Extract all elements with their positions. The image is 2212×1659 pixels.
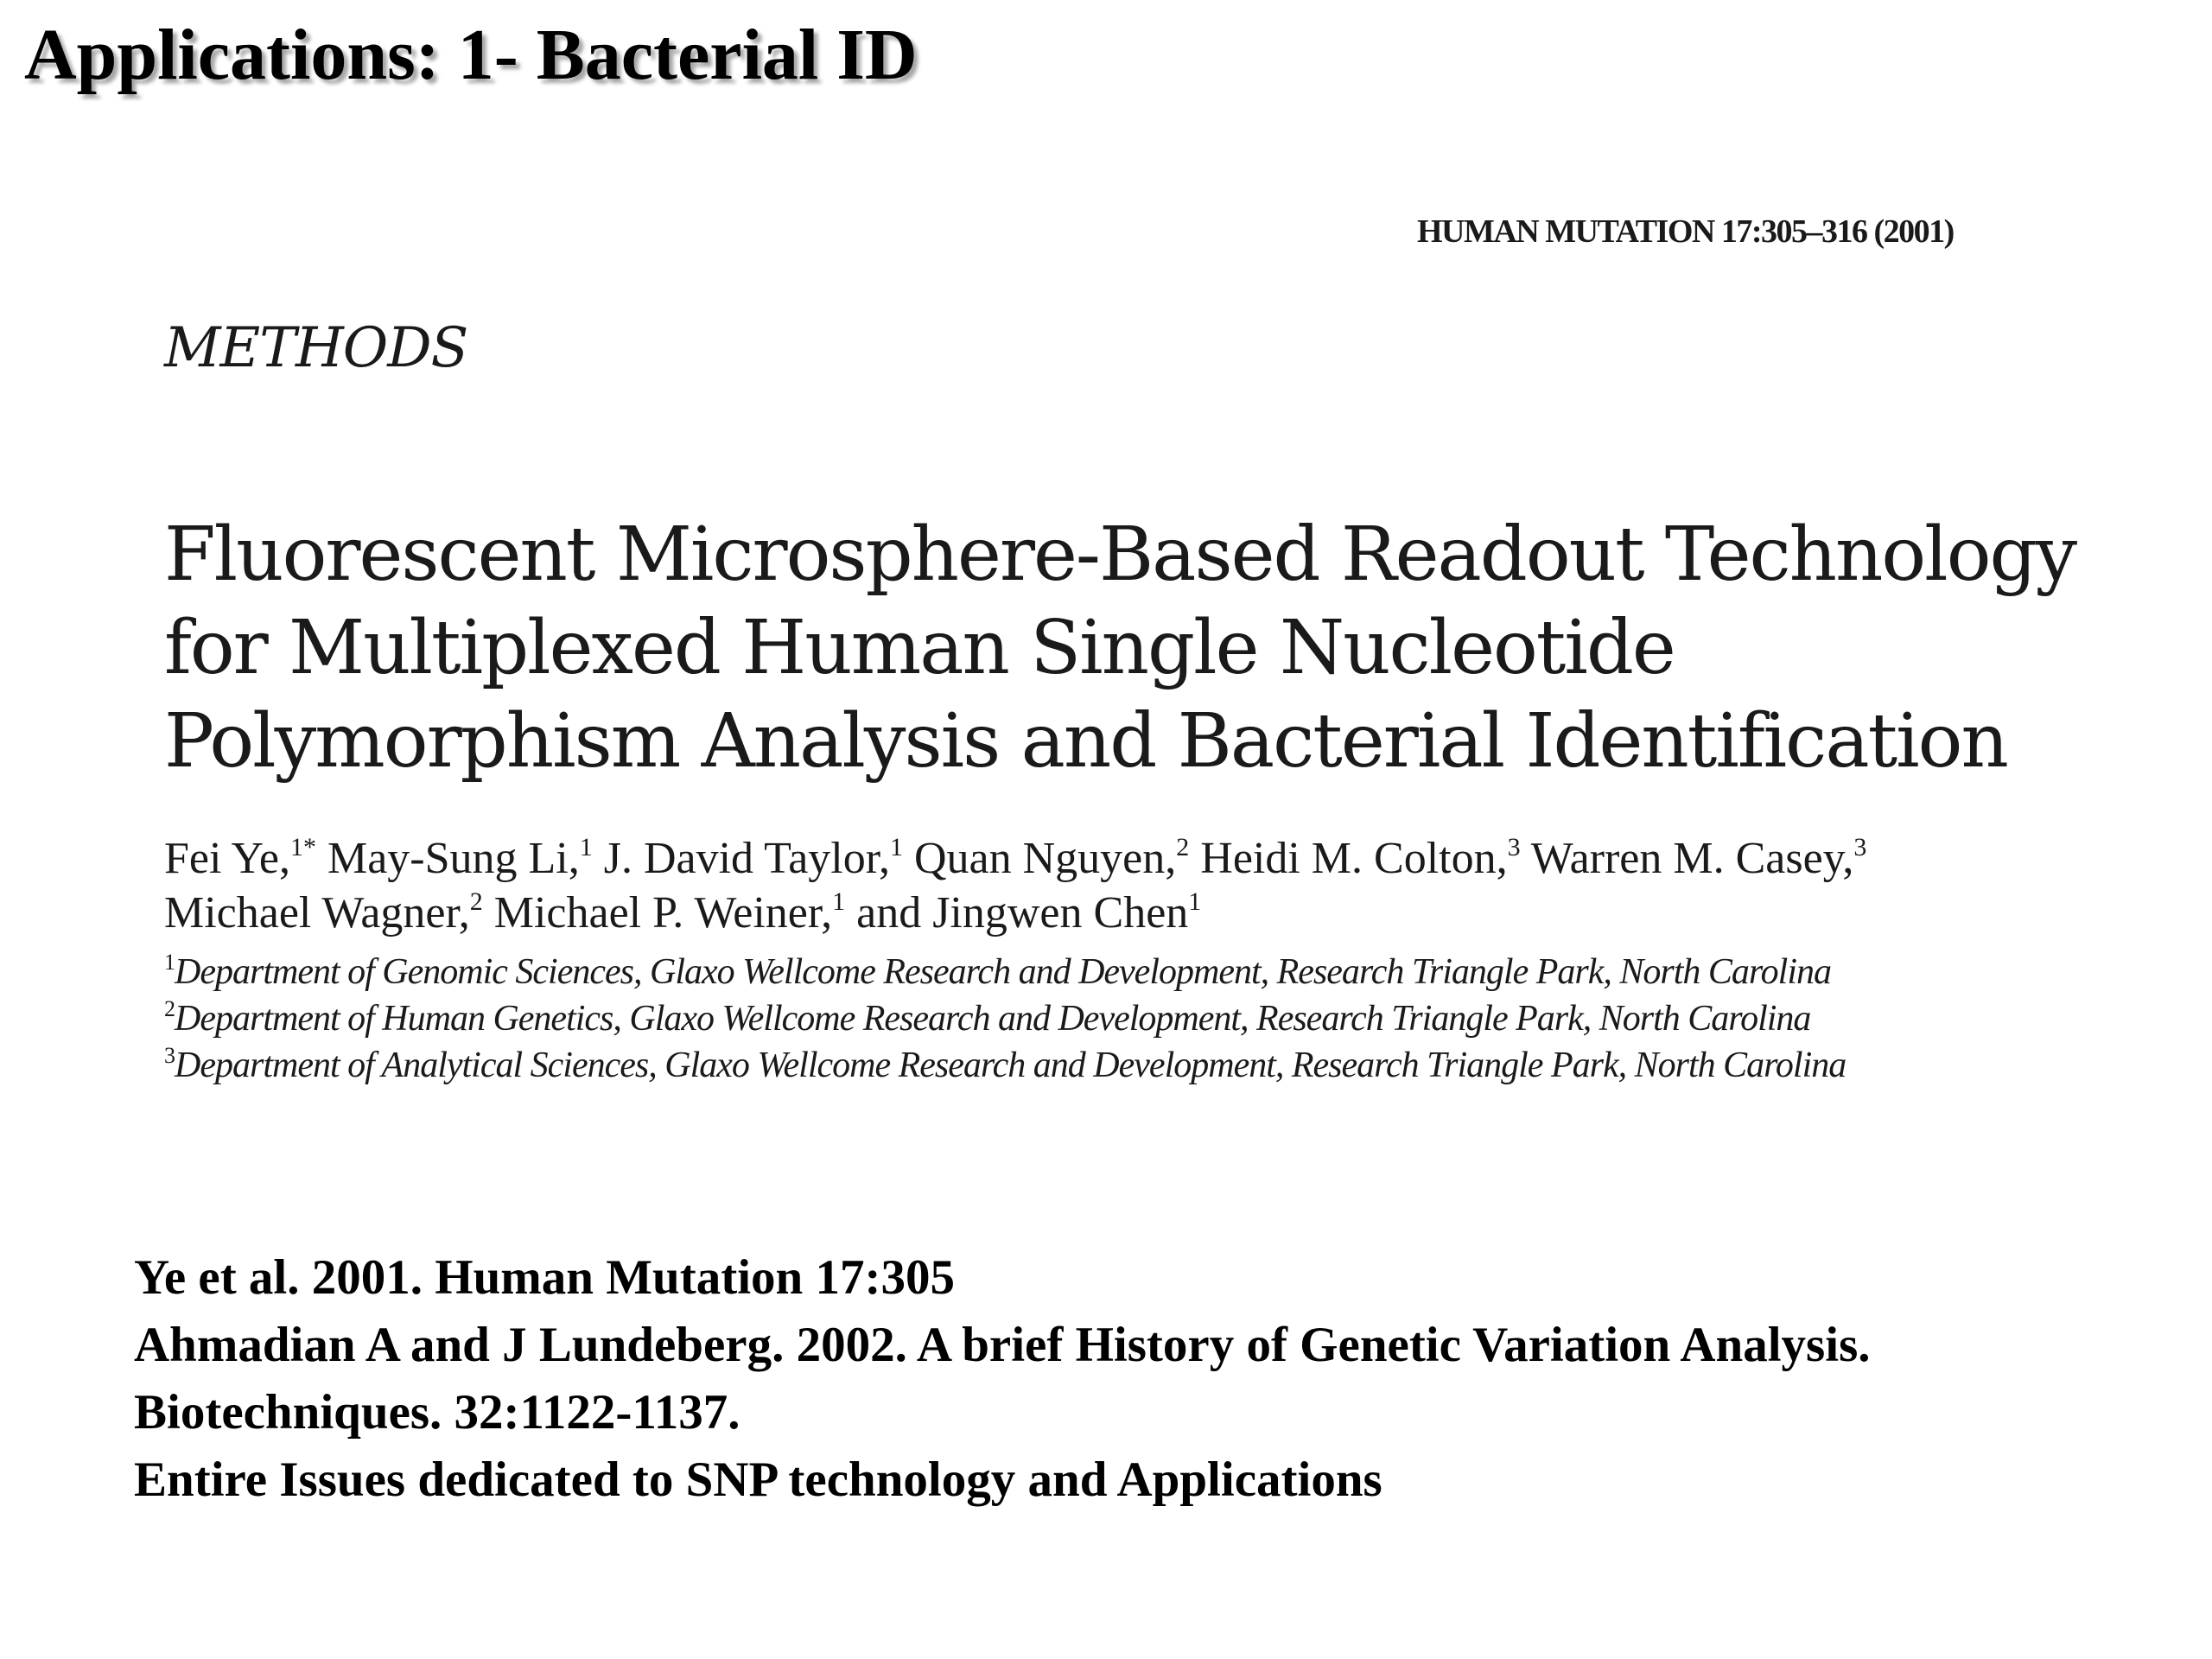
author-line (164, 831, 1866, 886)
slide-title: Applications: 1- Bacterial ID (24, 15, 918, 95)
author-affiliation-mark: 2 (469, 887, 483, 916)
author-name: J. David Taylor, (603, 834, 890, 883)
author-affiliation-mark: 3 (1853, 833, 1867, 861)
paper-title-line: Polymorphism Analysis and Bacterial Identification (164, 698, 2007, 785)
affiliation-line (164, 949, 1846, 995)
reference-line: Ahmadian A and J Lundeberg. 2002. A brief History of Genetic Variation Analysis. (134, 1318, 1871, 1372)
author-affiliation-mark: 1* (289, 833, 316, 861)
journal-reference: HUMAN MUTATION 17:305–316 (2001) (1417, 213, 1954, 250)
affiliation-text: Department of Analytical Sciences, Glaxo Wellcome Research and Development, Research Triangle Park, North Carolina (175, 1046, 1847, 1085)
affiliation-line (164, 995, 1846, 1042)
author-affiliation-mark: 3 (1507, 833, 1521, 861)
author-name: Heidi M. Colton, (1200, 834, 1508, 883)
affiliation-text: Department of Genomic Sciences, Glaxo Wellcome Research and Development, Research Triangle Park, North Carolina (175, 952, 1832, 992)
paper-title-line: for Multiplexed Human Single Nucleotide (164, 605, 1675, 691)
reference-line: Entire Issues dedicated to SNP technology and Applications (134, 1452, 1382, 1507)
reference-list (134, 1244, 1871, 1514)
affiliation-line (164, 1042, 1846, 1089)
author-list (164, 831, 1866, 940)
affiliation-mark: 3 (164, 1043, 175, 1068)
author-affiliation-mark: 1 (832, 887, 846, 916)
author-name: Fei Ye, (164, 834, 290, 883)
author-name: Warren M. Casey, (1530, 834, 1854, 883)
reference-line: Biotechniques. 32:1122-1137. (134, 1385, 741, 1440)
affiliation-mark: 1 (164, 950, 175, 975)
author-affiliation-mark: 2 (1176, 833, 1190, 861)
author-name: Michael Wagner, (164, 888, 470, 938)
affiliation-mark: 2 (164, 996, 175, 1021)
paper-title (164, 508, 2075, 788)
author-affiliation-mark: 1 (579, 833, 593, 861)
author-affiliation-mark: 1 (890, 833, 903, 861)
author-name: May-Sung Li, (327, 834, 580, 883)
reference-line: Ye et al. 2001. Human Mutation 17:305 (134, 1250, 955, 1305)
author-name: Quan Nguyen, (914, 834, 1177, 883)
author-affiliation-mark: 1 (1188, 887, 1202, 916)
author-line (164, 886, 1866, 940)
affiliation-text: Department of Human Genetics, Glaxo Wellcome Research and Development, Research Triangle Park, North Carolina (175, 999, 1811, 1039)
section-label: METHODS (164, 316, 468, 380)
author-name: Michael P. Weiner, (493, 888, 833, 938)
affiliation-list (164, 949, 1846, 1089)
author-name: and Jingwen Chen (856, 888, 1189, 938)
paper-title-line: Fluorescent Microsphere-Based Readout Technology (164, 512, 2076, 598)
